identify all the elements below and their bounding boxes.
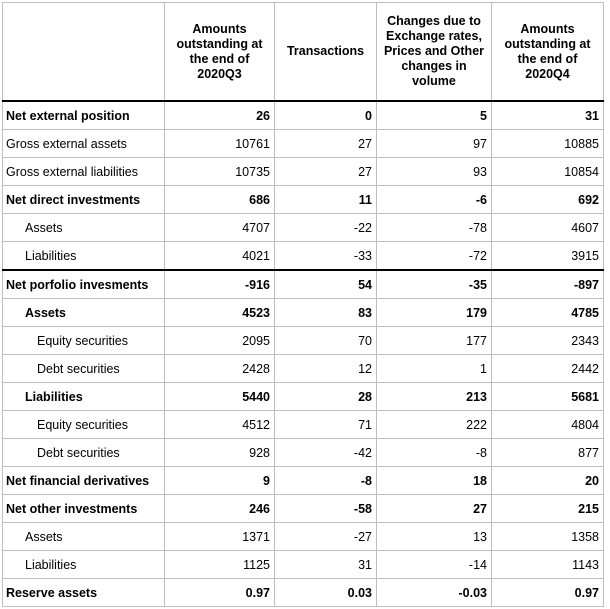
table-row (3, 439, 604, 467)
cell-value: 5 (377, 101, 492, 130)
cell-value: -916 (165, 270, 275, 299)
row-label: Debt securities (3, 355, 165, 383)
cell-value: 686 (165, 186, 275, 214)
cell-value: -27 (275, 523, 377, 551)
row-label: Net direct investments (3, 186, 165, 214)
cell-value: 10735 (165, 158, 275, 186)
table-row (3, 467, 604, 495)
cell-value: 177 (377, 327, 492, 355)
cell-value: 27 (275, 158, 377, 186)
cell-value: -35 (377, 270, 492, 299)
cell-value: 928 (165, 439, 275, 467)
cell-value: -14 (377, 551, 492, 579)
row-label: Net external position (3, 101, 165, 130)
cell-value: 5681 (492, 383, 604, 411)
cell-value: 4021 (165, 242, 275, 271)
table-row (3, 523, 604, 551)
cell-value: 877 (492, 439, 604, 467)
table-row (3, 383, 604, 411)
cell-value: 31 (492, 101, 604, 130)
header-transactions: Transactions (275, 3, 377, 102)
table-row (3, 411, 604, 439)
cell-value: -58 (275, 495, 377, 523)
table-row (3, 101, 604, 130)
cell-value: 1358 (492, 523, 604, 551)
cell-value: 71 (275, 411, 377, 439)
header-row (3, 3, 604, 102)
cell-value: 0 (275, 101, 377, 130)
cell-value: 0.97 (492, 579, 604, 607)
cell-value: 2428 (165, 355, 275, 383)
row-label: Gross external liabilities (3, 158, 165, 186)
table-row (3, 495, 604, 523)
cell-value: -78 (377, 214, 492, 242)
table-row (3, 242, 604, 271)
cell-value: -33 (275, 242, 377, 271)
table-row (3, 327, 604, 355)
row-label: Debt securities (3, 439, 165, 467)
cell-value: 10854 (492, 158, 604, 186)
cell-value: 3915 (492, 242, 604, 271)
cell-value: 18 (377, 467, 492, 495)
table-row (3, 299, 604, 327)
table-row (3, 270, 604, 299)
cell-value: 1371 (165, 523, 275, 551)
row-label: Liabilities (3, 383, 165, 411)
cell-value: 27 (377, 495, 492, 523)
row-label: Assets (3, 214, 165, 242)
cell-value: 10761 (165, 130, 275, 158)
cell-value: 13 (377, 523, 492, 551)
cell-value: -42 (275, 439, 377, 467)
cell-value: 2442 (492, 355, 604, 383)
cell-value: 20 (492, 467, 604, 495)
table-row (3, 214, 604, 242)
header-outstanding-q3: Amounts outstanding at the end of 2020Q3 (165, 3, 275, 102)
cell-value: 179 (377, 299, 492, 327)
header-label (3, 3, 165, 102)
cell-value: 10885 (492, 130, 604, 158)
row-label: Net porfolio invesments (3, 270, 165, 299)
cell-value: 4512 (165, 411, 275, 439)
cell-value: 246 (165, 495, 275, 523)
cell-value: 222 (377, 411, 492, 439)
cell-value: 93 (377, 158, 492, 186)
header-outstanding-q4: Amounts outstanding at the end of 2020Q4 (492, 3, 604, 102)
cell-value: 27 (275, 130, 377, 158)
cell-value: 54 (275, 270, 377, 299)
cell-value: -72 (377, 242, 492, 271)
cell-value: 83 (275, 299, 377, 327)
row-label: Assets (3, 523, 165, 551)
cell-value: 1 (377, 355, 492, 383)
cell-value: 12 (275, 355, 377, 383)
cell-value: 4707 (165, 214, 275, 242)
table-row (3, 355, 604, 383)
cell-value: 26 (165, 101, 275, 130)
cell-value: 0.03 (275, 579, 377, 607)
row-label: Liabilities (3, 242, 165, 271)
row-label: Net financial derivatives (3, 467, 165, 495)
cell-value: 9 (165, 467, 275, 495)
cell-value: -0.03 (377, 579, 492, 607)
cell-value: 213 (377, 383, 492, 411)
cell-value: -8 (377, 439, 492, 467)
cell-value: 2343 (492, 327, 604, 355)
cell-value: 11 (275, 186, 377, 214)
table-row (3, 551, 604, 579)
cell-value: 2095 (165, 327, 275, 355)
cell-value: 215 (492, 495, 604, 523)
row-label: Gross external assets (3, 130, 165, 158)
cell-value: 97 (377, 130, 492, 158)
row-label: Equity securities (3, 411, 165, 439)
cell-value: 4607 (492, 214, 604, 242)
table-row (3, 186, 604, 214)
cell-value: 70 (275, 327, 377, 355)
cell-value: -897 (492, 270, 604, 299)
cell-value: -22 (275, 214, 377, 242)
row-label: Equity securities (3, 327, 165, 355)
row-label: Reserve assets (3, 579, 165, 607)
cell-value: -8 (275, 467, 377, 495)
cell-value: 31 (275, 551, 377, 579)
cell-value: -6 (377, 186, 492, 214)
cell-value: 692 (492, 186, 604, 214)
cell-value: 5440 (165, 383, 275, 411)
cell-value: 4785 (492, 299, 604, 327)
cell-value: 0.97 (165, 579, 275, 607)
cell-value: 28 (275, 383, 377, 411)
cell-value: 1143 (492, 551, 604, 579)
cell-value: 4523 (165, 299, 275, 327)
table-row (3, 158, 604, 186)
external-position-table (2, 2, 604, 607)
row-label: Net other investments (3, 495, 165, 523)
table-row (3, 579, 604, 607)
table-row (3, 130, 604, 158)
header-other-changes: Changes due to Exchange rates, Prices and Other changes in volume (377, 3, 492, 102)
row-label: Assets (3, 299, 165, 327)
cell-value: 1125 (165, 551, 275, 579)
row-label: Liabilities (3, 551, 165, 579)
cell-value: 4804 (492, 411, 604, 439)
